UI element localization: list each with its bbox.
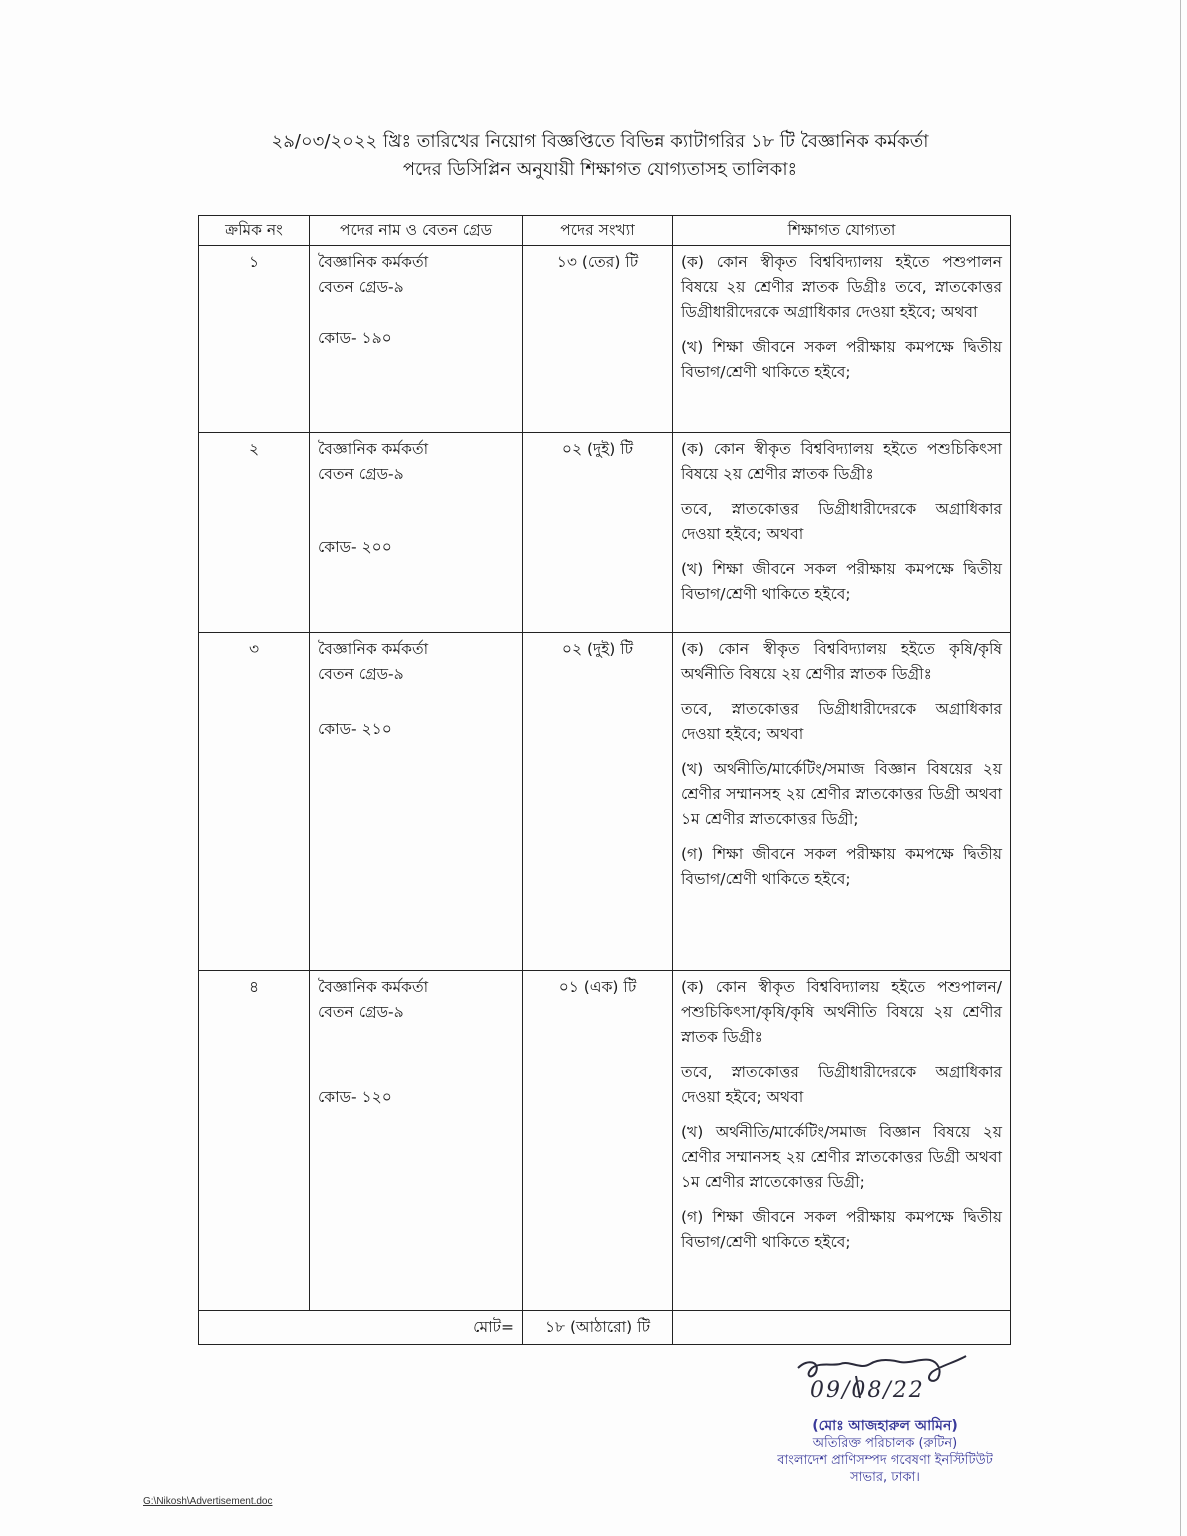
post-code: কোড- ১২০ — [318, 1088, 392, 1106]
qualification-item: (খ) শিক্ষা জীবনে সকল পরীক্ষায় কমপক্ষে দ্বিতীয় বিভাগ/শ্রেণী থাকিতে হইবে; — [681, 560, 1002, 603]
pay-grade: বেতন গ্রেড-৯ — [318, 278, 404, 296]
qualification-item: (ক) কোন স্বীকৃত বিশ্ববিদ্যালয় হইতে পশুপালন/পশুচিকিৎসা/কৃষি/কৃষি অর্থনীতি বিষয়ে ২য় শ্রেণীর স্নাতক ডিগ্রীঃ — [681, 978, 1002, 1046]
qualification-cell — [673, 246, 1011, 433]
post-code: কোড- ২০০ — [318, 538, 392, 556]
qualification-item: (খ) শিক্ষা জীবনে সকল পরীক্ষায় কমপক্ষে দ্বিতীয় বিভাগ/শ্রেণী থাকিতে হইবে; — [681, 338, 1002, 381]
qualification-item: (খ) অর্থনীতি/মার্কেটিং/সমাজ বিজ্ঞান বিষয়ে ২য় শ্রেণীর সম্মানসহ ২য় শ্রেণীর স্নাতকোত্তর ডিগ্রী অথবা ১ম শ্রেণীর স্নাতেকোত্তর ডিগ্রী; — [681, 1123, 1002, 1191]
scan-edge-line — [1180, 0, 1181, 1536]
qualification-cell — [673, 633, 1011, 971]
signatory-designation: অতিরিক্ত পরিচালক (রুটিন) — [812, 1436, 958, 1451]
title-line-1: ২৯/০৩/২০২২ খ্রিঃ তারিখের নিয়োগ বিজ্ঞপ্তিতে বিভিন্ন ক্যাটাগরির ১৮ টি বৈজ্ঞানিক কর্মকর্তা — [271, 131, 929, 152]
title-line-2: পদের ডিসিপ্লিন অনুযায়ী শিক্ষাগত যোগ্যতাসহ তালিকাঃ — [402, 159, 798, 180]
count-cell: ০১ (এক) টি — [523, 971, 673, 1311]
qualification-item: তবে, স্নাতকোত্তর ডিগ্রীধারীদেরকে অগ্রাধিকার দেওয়া হইবে; অথবা — [681, 1063, 1002, 1106]
document-title — [150, 128, 1050, 184]
signatory-location: সাভার, ঢাকা। — [850, 1470, 920, 1485]
header-post: পদের নাম ও বেতন গ্রেড — [310, 216, 523, 246]
serial-cell: ২ — [199, 433, 310, 633]
table-row — [199, 971, 1011, 1311]
post-cell — [310, 633, 523, 971]
qualification-item: (গ) শিক্ষা জীবনে সকল পরীক্ষায় কমপক্ষে দ্বিতীয় বিভাগ/শ্রেণী থাকিতে হইবে; — [681, 845, 1002, 888]
qualification-item: (খ) অর্থনীতি/মার্কেটিং/সমাজ বিজ্ঞান বিষয়ের ২য় শ্রেণীর সম্মানসহ ২য় শ্রেণীর স্নাতকোত্তর ডিগ্রী অথবা ১ম শ্রেণীর স্নাতকোত্তর ডিগ্রী; — [681, 760, 1002, 828]
post-code: কোড- ২১০ — [318, 720, 392, 738]
qualification-item: (গ) শিক্ষা জীবনে সকল পরীক্ষায় কমপক্ষে দ্বিতীয় বিভাগ/শ্রেণী থাকিতে হইবে; — [681, 1208, 1002, 1251]
post-cell — [310, 246, 523, 433]
qualification-table — [198, 215, 1011, 1345]
qualification-item: (ক) কোন স্বীকৃত বিশ্ববিদ্যালয় হইতে পশুচিকিৎসা বিষয়ে ২য় শ্রেণীর স্নাতক ডিগ্রীঃ — [681, 440, 1002, 483]
post-name: বৈজ্ঞানিক কর্মকর্তা — [318, 440, 429, 458]
pay-grade: বেতন গ্রেড-৯ — [318, 465, 404, 483]
qualification-cell — [673, 971, 1011, 1311]
qualification-item: তবে, স্নাতকোত্তর ডিগ্রীধারীদেরকে অগ্রাধিকার দেওয়া হইবে; অথবা — [681, 500, 1002, 543]
post-cell — [310, 971, 523, 1311]
qualification-item: (ক) কোন স্বীকৃত বিশ্ববিদ্যালয় হইতে কৃষি/কৃষি অর্থনীতি বিষয়ে ২য় শ্রেণীর স্নাতক ডিগ্রীঃ — [681, 640, 1002, 683]
qualification-cell — [673, 433, 1011, 633]
count-cell: ০২ (দুই) টি — [523, 433, 673, 633]
pay-grade: বেতন গ্রেড-৯ — [318, 1003, 404, 1021]
table-row — [199, 433, 1011, 633]
serial-cell: ৩ — [199, 633, 310, 971]
total-count: ১৮ (আঠারো) টি — [523, 1311, 673, 1345]
signature-date: 09/08/22 — [810, 1378, 925, 1403]
table-header-row — [199, 216, 1011, 246]
header-serial: ক্রমিক নং — [199, 216, 310, 246]
post-name: বৈজ্ঞানিক কর্মকর্তা — [318, 253, 429, 271]
post-cell — [310, 433, 523, 633]
table-row — [199, 633, 1011, 971]
table-row — [199, 246, 1011, 433]
post-name: বৈজ্ঞানিক কর্মকর্তা — [318, 640, 429, 658]
post-code: কোড- ১৯০ — [318, 329, 392, 347]
qualification-item: তবে, স্নাতকোত্তর ডিগ্রীধারীদেরকে অগ্রাধিকার দেওয়া হইবে; অথবা — [681, 700, 1002, 743]
total-label: মোট= — [199, 1311, 523, 1345]
pay-grade: বেতন গ্রেড-৯ — [318, 665, 404, 683]
post-name: বৈজ্ঞানিক কর্মকর্তা — [318, 978, 429, 996]
signatory-stamp — [760, 1418, 1010, 1486]
signature-block — [760, 1340, 1010, 1515]
qualification-item: (ক) কোন স্বীকৃত বিশ্ববিদ্যালয় হইতে পশুপালন বিষয়ে ২য় শ্রেণীর স্নাতক ডিগ্রীঃ তবে, স্নাতকোত্তর ডিগ্রীধারীদেরকে অগ্রাধিকার দেওয়া হইবে; অথবা — [681, 253, 1002, 321]
count-cell: ১৩ (তের) টি — [523, 246, 673, 433]
header-qualification: শিক্ষাগত যোগ্যতা — [673, 216, 1011, 246]
signatory-institute: বাংলাদেশ প্রাণিসম্পদ গবেষণা ইনস্টিটিউট — [777, 1453, 993, 1468]
file-path-footer: G:\Nikosh\Advertisement.doc — [143, 1496, 273, 1507]
header-count: পদের সংখ্যা — [523, 216, 673, 246]
count-cell: ০২ (দুই) টি — [523, 633, 673, 971]
serial-cell: ৪ — [199, 971, 310, 1311]
serial-cell: ১ — [199, 246, 310, 433]
signatory-name: (মোঃ আজহারুল আমিন) — [812, 1418, 958, 1434]
